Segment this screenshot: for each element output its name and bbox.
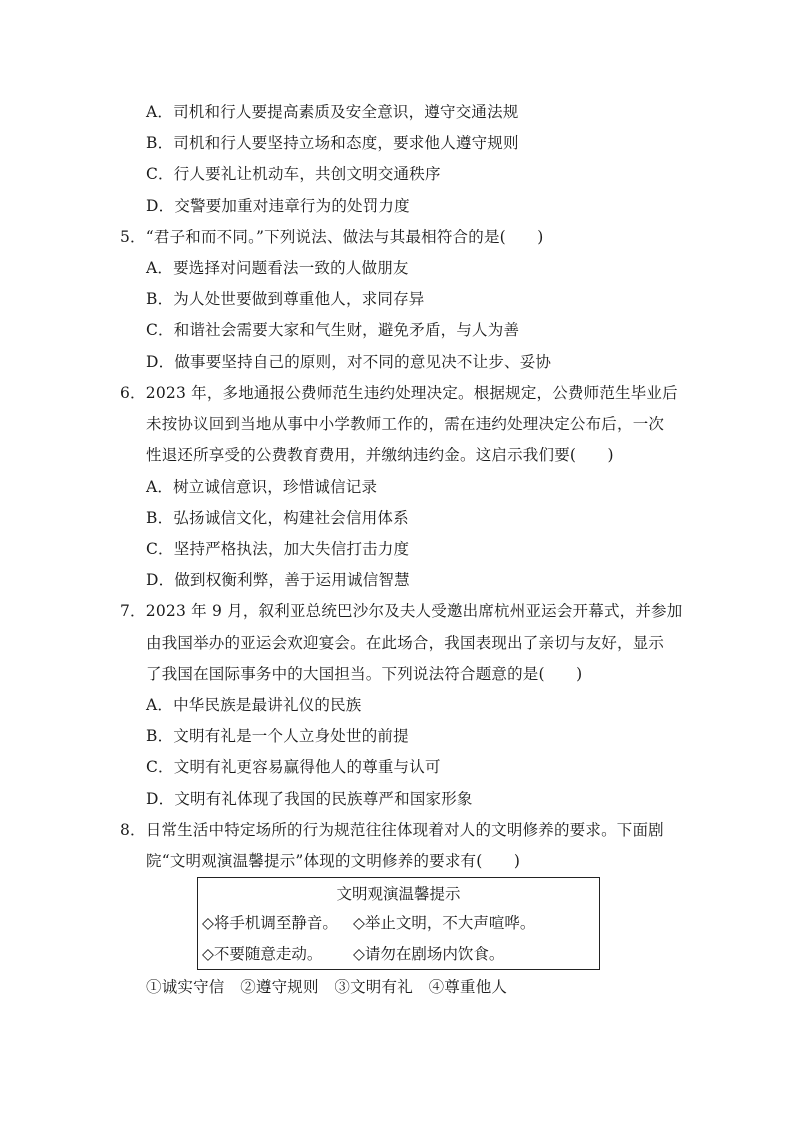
q6-option-d: D．做到权衡利弊，善于运用诚信智慧 [146,571,410,589]
q7-option-d: D．文明有礼体现了我国的民族尊严和国家形象 [146,790,473,808]
q6-option-b: B．弘扬诚信文化，构建社会信用体系 [146,509,409,527]
q5-option-d: D．做事要坚持自己的原则，对不同的意见决不让步、妥协 [146,353,552,371]
q8-stem-line1: 8．日常生活中特定场所的行为规范往往体现着对人的文明修养的要求。下面剧 [120,821,664,839]
notice-title: 文明观演温馨提示 [336,885,461,903]
notice-item-phone-silent: ◇将手机调至静音。 [202,914,338,932]
q6-stem-line3: 性退还所享受的公费教育费用，并缴纳违约金。这启示我们要( ) [146,446,614,464]
q7-stem-line2: 由我国举办的亚运会欢迎宴会。在此场合，我国表现出了亲切与友好，显示 [146,634,665,652]
notice-item-no-eating: ◇请勿在剧场内饮食。 [353,945,505,963]
q5-option-b: B．为人处世要做到尊重他人，求同存异 [146,290,425,308]
q8-stem-line2: 院“文明观演温馨提示”体现的文明修养的要求有( ) [146,852,521,870]
q6-stem-line1: 6．2023 年，多地通报公费师范生违约处理决定。根据规定，公费师范生毕业后 [120,384,678,402]
q7-stem-line3: 了我国在国际事务中的大国担当。下列说法符合题意的是( ) [146,665,583,683]
q5-option-a: A．要选择对问题看法一致的人做朋友 [146,259,409,277]
notice-item-no-walking: ◇不要随意走动。 [202,945,323,963]
q8-choices: ①诚实守信 ②遵守规则 ③文明有礼 ④尊重他人 [146,978,508,996]
q4-option-a: A．司机和行人要提高素质及安全意识，遵守交通法规 [146,103,519,121]
q4-option-b: B．司机和行人要坚持立场和态度，要求他人遵守规则 [146,134,519,152]
q6-stem-line2: 未按协议回到当地从事中小学教师工作的，需在违约处理决定公布后，一次 [146,415,665,433]
q7-option-c: C．文明有礼更容易赢得他人的尊重与认可 [146,758,441,776]
q6-option-c: C．坚持严格执法，加大失信打击力度 [146,540,410,558]
q4-option-c: C．行人要礼让机动车，共创文明交通秩序 [146,165,441,183]
q6-option-a: A．树立诚信意识，珍惜诚信记录 [146,478,378,496]
q7-option-a: A．中华民族是最讲礼仪的民族 [146,696,362,714]
q7-option-b: B．文明有礼是一个人立身处世的前提 [146,727,409,745]
q5-option-c: C．和谐社会需要大家和气生财，避免矛盾，与人为善 [146,321,520,339]
notice-item-no-noise: ◇举止文明，不大声喧哗。 [353,914,536,932]
q7-stem-line1: 7．2023 年 9 月，叙利亚总统巴沙尔及夫人受邀出席杭州亚运会开幕式，并参加 [120,602,683,620]
q5-stem: 5．“君子和而不同。”下列说法、做法与其最相符合的是( ) [120,228,544,246]
q4-option-d: D．交警要加重对违章行为的处罚力度 [146,197,410,215]
notice-box [197,877,600,970]
